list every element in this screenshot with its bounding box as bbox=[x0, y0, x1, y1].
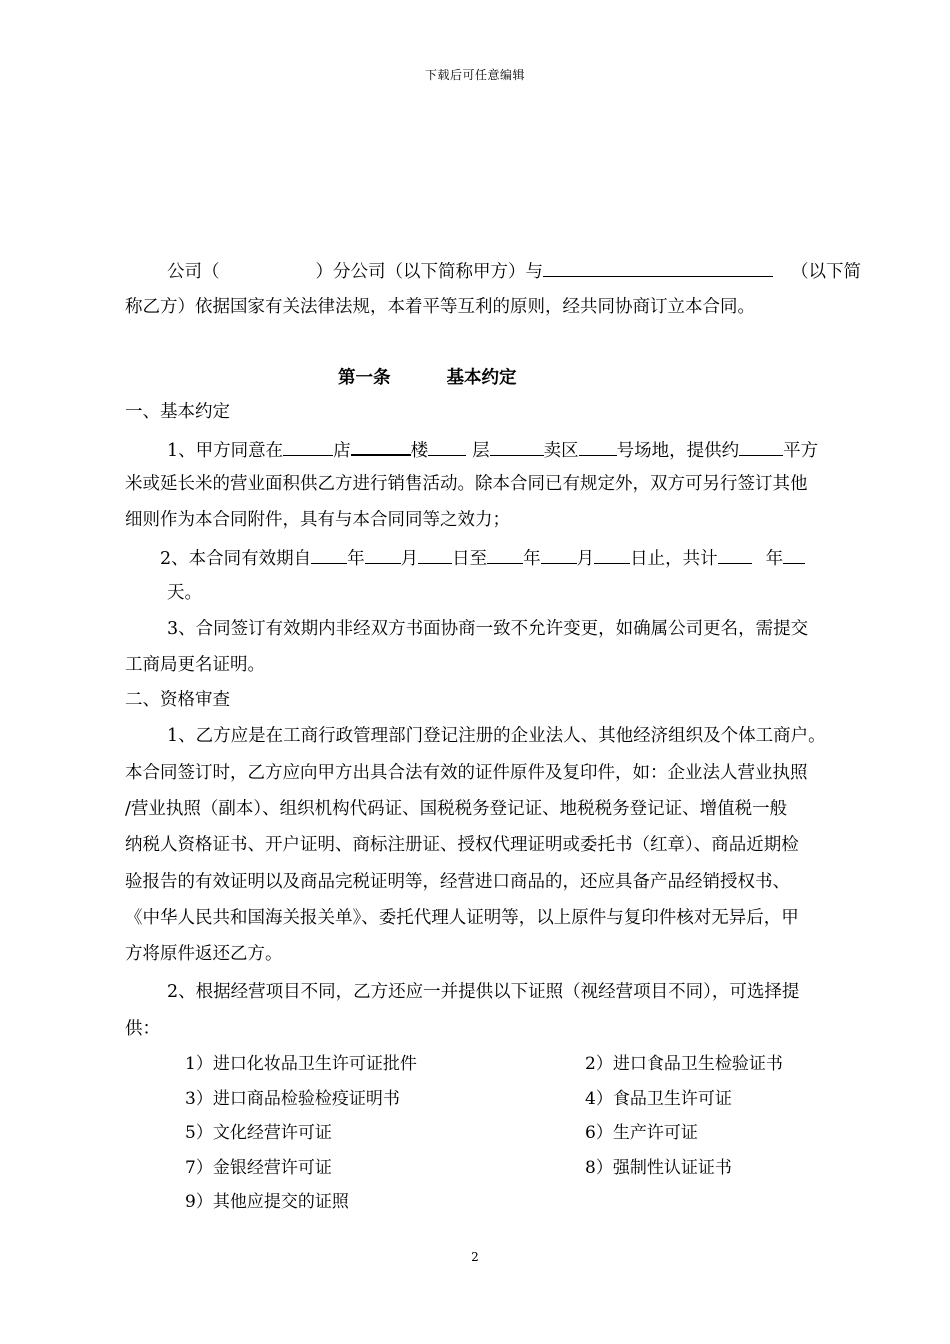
list-item: 9）其他应提交的证照 bbox=[185, 1192, 349, 1212]
s2-p1-line-1: 1、乙方应是在工商行政管理部门登记注册的企业法人、其他经济组织及个体工商户。 bbox=[167, 726, 826, 746]
intro-short: （以下简 bbox=[791, 262, 861, 282]
list-item: 7）金银经营许可证 bbox=[185, 1158, 332, 1178]
section2-heading: 二、资格审查 bbox=[125, 690, 230, 710]
blank-building bbox=[351, 436, 411, 456]
s2-p1-line-6: 《中华人民共和国海关报关单》、委托代理人证明等，以上原件与复印件核对无异后，甲 bbox=[125, 908, 799, 928]
s1-p2-text-e: 年 bbox=[523, 549, 541, 569]
s2-p1-line-7: 方将原件返还乙方。 bbox=[125, 944, 283, 964]
blank-total-years bbox=[718, 545, 752, 564]
s1-p1-line-3: 细则作为本合同附件，具有与本合同同等之效力； bbox=[125, 510, 510, 530]
s1-p2-text-c: 月 bbox=[400, 549, 419, 569]
s1-p1-text-a: 1、甲方同意在 bbox=[167, 441, 284, 461]
list-item: 2）进口食品卫生检验证书 bbox=[585, 1054, 783, 1074]
blank-sqm bbox=[739, 437, 783, 456]
s2-p1-line-5: 验报告的有效证明以及商品完税证明等，经营进口商品的，还应具备产品经销授权书、 bbox=[125, 872, 790, 892]
blank-end-day bbox=[594, 545, 630, 564]
s2-p1-line-4: 纳税人资格证书、开户证明、商标注册证、授权代理证明或委托书（红章）、商品近期检 bbox=[125, 835, 799, 855]
s1-p1-text-b: 店 bbox=[333, 441, 351, 461]
s2-p1-line-2: 本合同签订时，乙方应向甲方出具合法有效的证件原件及复印件，如：企业法人营业执照 bbox=[125, 763, 808, 783]
s2-p2-line-1: 2、根据经营项目不同，乙方还应一并提供以下证照（视经营项目不同），可选择提 bbox=[167, 982, 800, 1002]
blank-site bbox=[579, 437, 617, 456]
s1-p1-text-c: 楼 bbox=[410, 441, 429, 461]
s1-p1-line-1 bbox=[167, 436, 818, 463]
s1-p2-text-b: 年 bbox=[347, 549, 365, 569]
article-number: 第一条 bbox=[338, 368, 391, 388]
s1-p2-text-a: 2、本合同有效期自 bbox=[160, 549, 312, 569]
s1-p2-text-d: 日至 bbox=[452, 549, 488, 569]
s1-p1-text-f: 号场地，提供约 bbox=[616, 441, 740, 461]
s1-p3-line-1: 3、合同签订有效期内非经双方书面协商一致不允许变更，如确属公司更名，需提交 bbox=[167, 619, 809, 639]
s1-p2-line-1 bbox=[160, 545, 805, 571]
list-item: 4）食品卫生许可证 bbox=[585, 1089, 732, 1109]
s1-p2-text-g: 日止，共计 bbox=[630, 549, 718, 569]
list-item: 8）强制性认证证书 bbox=[585, 1158, 732, 1178]
list-item: 6）生产许可证 bbox=[585, 1123, 698, 1143]
s2-p1-line-3: /营业执照（副本）、组织机构代码证、国税税务登记证、地税税务登记证、增值税一般 bbox=[125, 799, 788, 819]
page-number: 2 bbox=[471, 1250, 479, 1264]
blank-start-year bbox=[311, 545, 347, 564]
s1-p2-text-h: 年 bbox=[765, 549, 784, 569]
s1-p1-text-d: 层 bbox=[472, 441, 490, 461]
blank-total-days bbox=[783, 545, 805, 564]
blank-end-year bbox=[487, 545, 523, 564]
intro-company: 公司（ bbox=[167, 262, 220, 282]
article-name: 基本约定 bbox=[446, 368, 517, 388]
s1-p1-text-e: 卖区 bbox=[543, 441, 579, 461]
s1-p1-text-g: 平方 bbox=[783, 441, 819, 461]
blank-start-day bbox=[418, 545, 452, 564]
blank-end-month bbox=[541, 545, 577, 564]
blank-start-month bbox=[365, 545, 401, 564]
list-item: 1）进口化妆品卫生许可证批件 bbox=[185, 1054, 417, 1074]
article-title bbox=[338, 366, 517, 390]
s1-p2-line-2: 天。 bbox=[167, 583, 202, 603]
s1-p1-line-2: 米或延长米的营业面积供乙方进行销售活动。除本合同已有规定外，双方可另行签订其他 bbox=[125, 474, 808, 494]
intro-line-1 bbox=[167, 258, 861, 284]
list-item: 3）进口商品检验检疫证明书 bbox=[185, 1089, 400, 1109]
s1-p3-line-2: 工商局更名证明。 bbox=[125, 655, 265, 675]
header-note: 下载后可任意编辑 bbox=[424, 68, 525, 82]
party-b-blank bbox=[543, 258, 773, 277]
intro-line-2: 称乙方）依据国家有关法律法规，本着平等互利的原则，经共同协商订立本合同。 bbox=[125, 297, 755, 317]
blank-floor bbox=[428, 437, 466, 456]
section1-heading: 一、基本约定 bbox=[125, 402, 230, 422]
intro-branch: ）分公司（以下简称甲方）与 bbox=[315, 262, 543, 282]
blank-area bbox=[490, 437, 544, 456]
list-item: 5）文化经营许可证 bbox=[185, 1123, 332, 1143]
s2-p2-line-2: 供： bbox=[125, 1019, 160, 1039]
blank-store bbox=[283, 437, 333, 456]
s1-p2-text-f: 月 bbox=[576, 549, 595, 569]
